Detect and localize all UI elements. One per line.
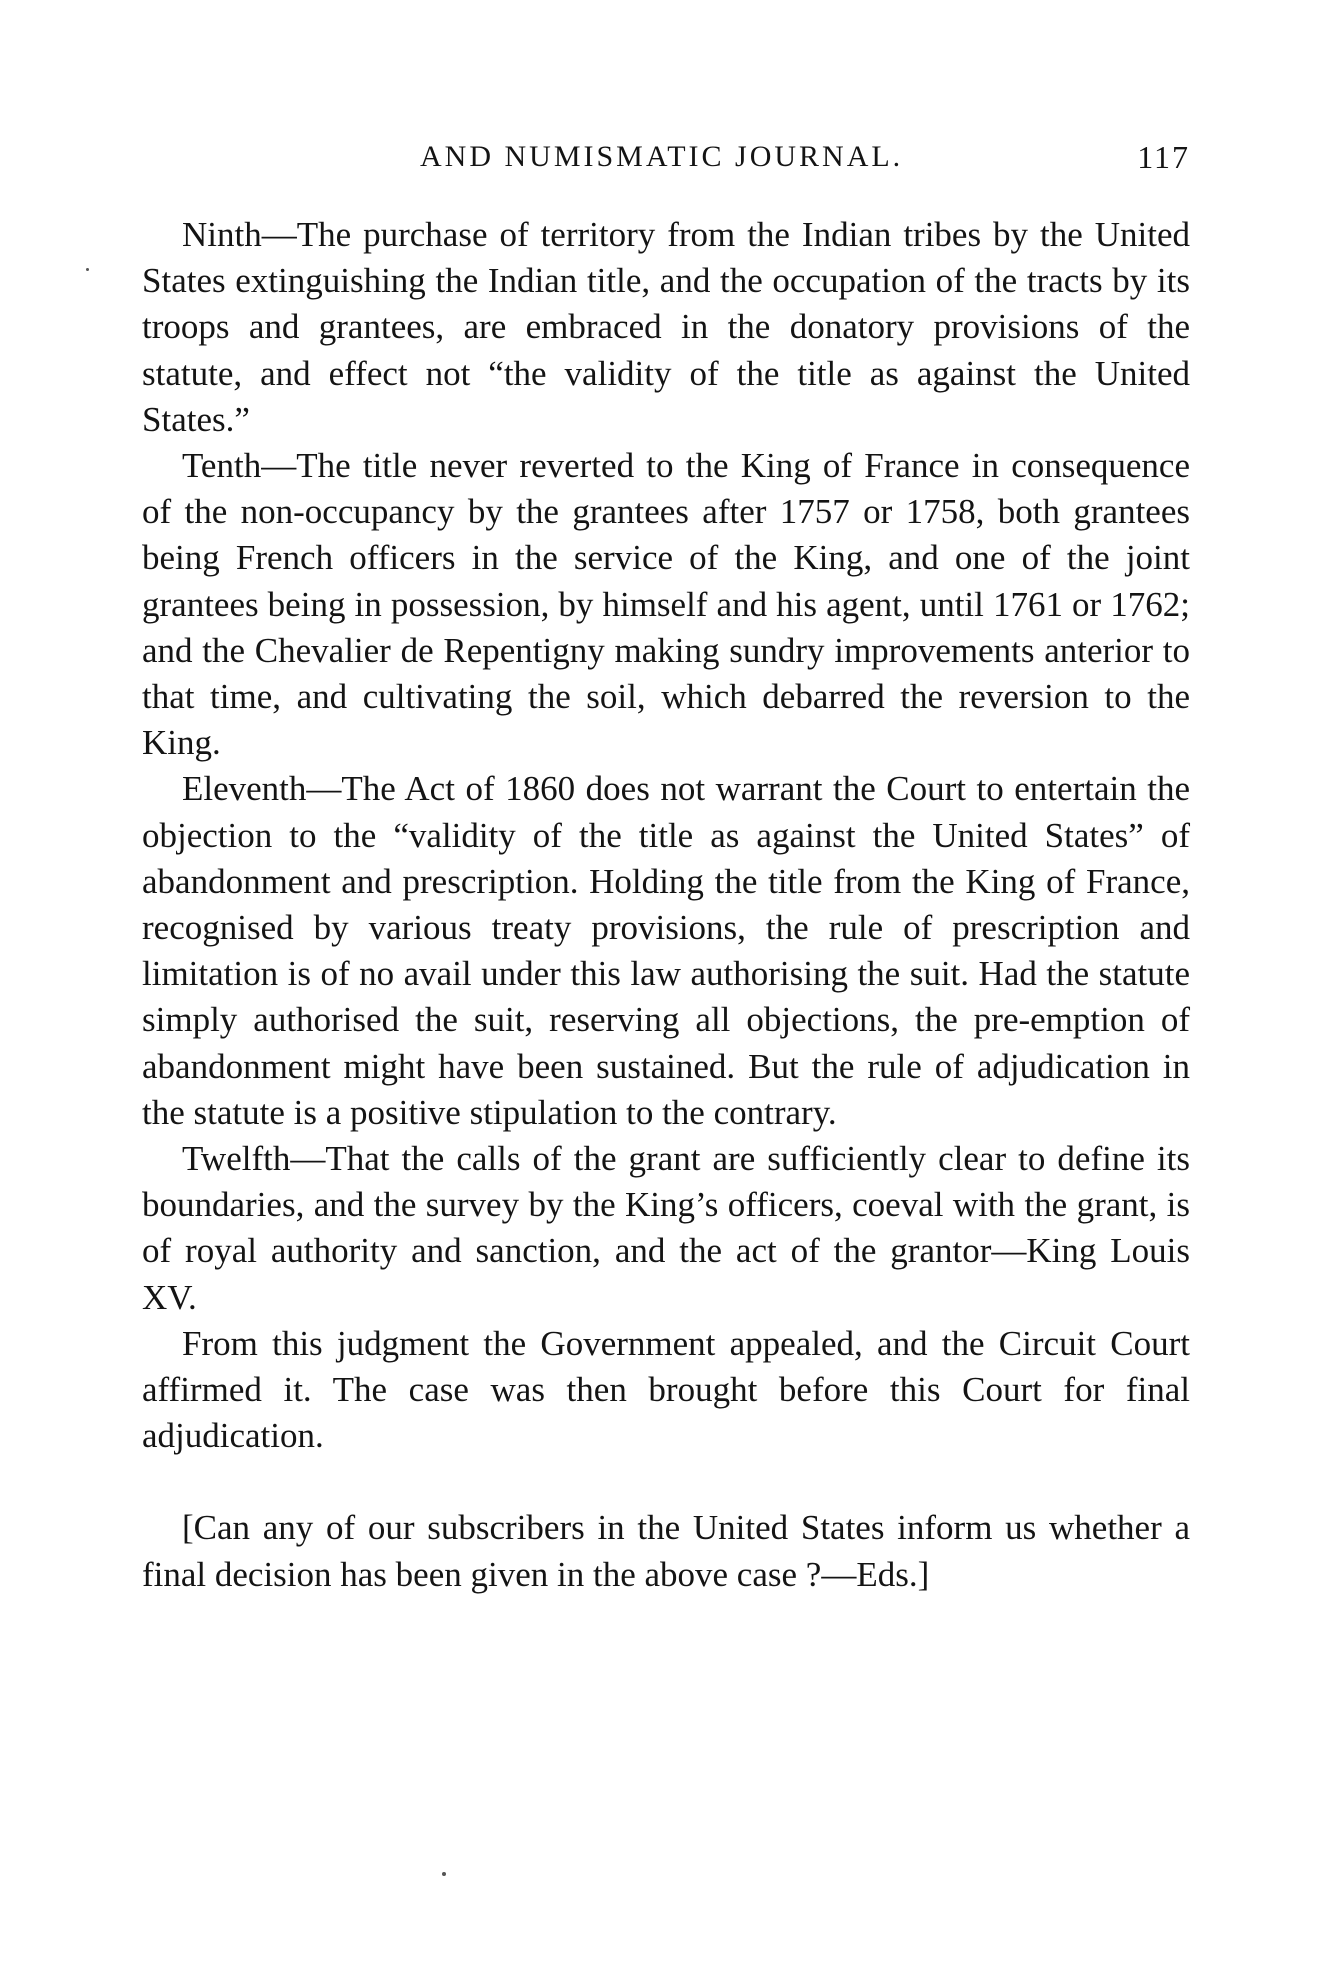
running-head bbox=[142, 132, 1190, 182]
paragraph-appeal: From this judgment the Government appealed, and the Circuit Court affirmed it. The case was then brought before this Court for final adjudication. bbox=[142, 1323, 1190, 1456]
editors-note: [Can any of our subscribers in the United States inform us whether a final decision has been given in the above case ?—Eds.] bbox=[142, 1508, 1190, 1594]
paragraph-twelfth: Twelfth—That the calls of the grant are sufficiently clear to define its boundaries, and the survey by the King’s officers, coeval with the grant, is of royal authority and sanction, and the act of the grantor—King Louis XV. bbox=[142, 1139, 1190, 1317]
body-text bbox=[142, 212, 1190, 1598]
print-speck bbox=[442, 1872, 446, 1876]
paragraph-ninth: Ninth—The purchase of territory from the Indian tribes by the United States extinguishing the Indian title, and the occupation of the tracts by its troops and grantees, are embraced in the donatory provisions of the statute, and effect not “the validity of the title as against the United States.” bbox=[142, 215, 1190, 439]
page-number: 117 bbox=[1137, 139, 1190, 175]
paragraph-tenth: Tenth—The title never reverted to the King of France in consequence of the non-occupancy by the grantees after 1757 or 1758, both grantees being French officers in the service of the King, and one of the joint grantees being in possession, by himself and his agent, until 1761 or 1762; and the Chevalier de Repentigny making sundry improvements anterior to that time, and cultivating the soil, which debarred the reversion to the King. bbox=[142, 446, 1190, 763]
running-title: AND NUMISMATIC JOURNAL. bbox=[420, 140, 904, 173]
print-speck bbox=[86, 268, 89, 271]
paragraph-eleventh: Eleventh—The Act of 1860 does not warrant the Court to entertain the objection to the “validity of the title as against the United States” of abandonment and prescription. Holding the title from the King of France, recognised by various treaty provisions, the rule of prescription and limitation is of no avail under this law authorising the suit. Had the statute simply authorised the suit, reserving all objections, the pre-emption of abandonment might have been sustained. But the rule of adjudication in the statute is a positive stipulation to the contrary. bbox=[142, 769, 1190, 1132]
